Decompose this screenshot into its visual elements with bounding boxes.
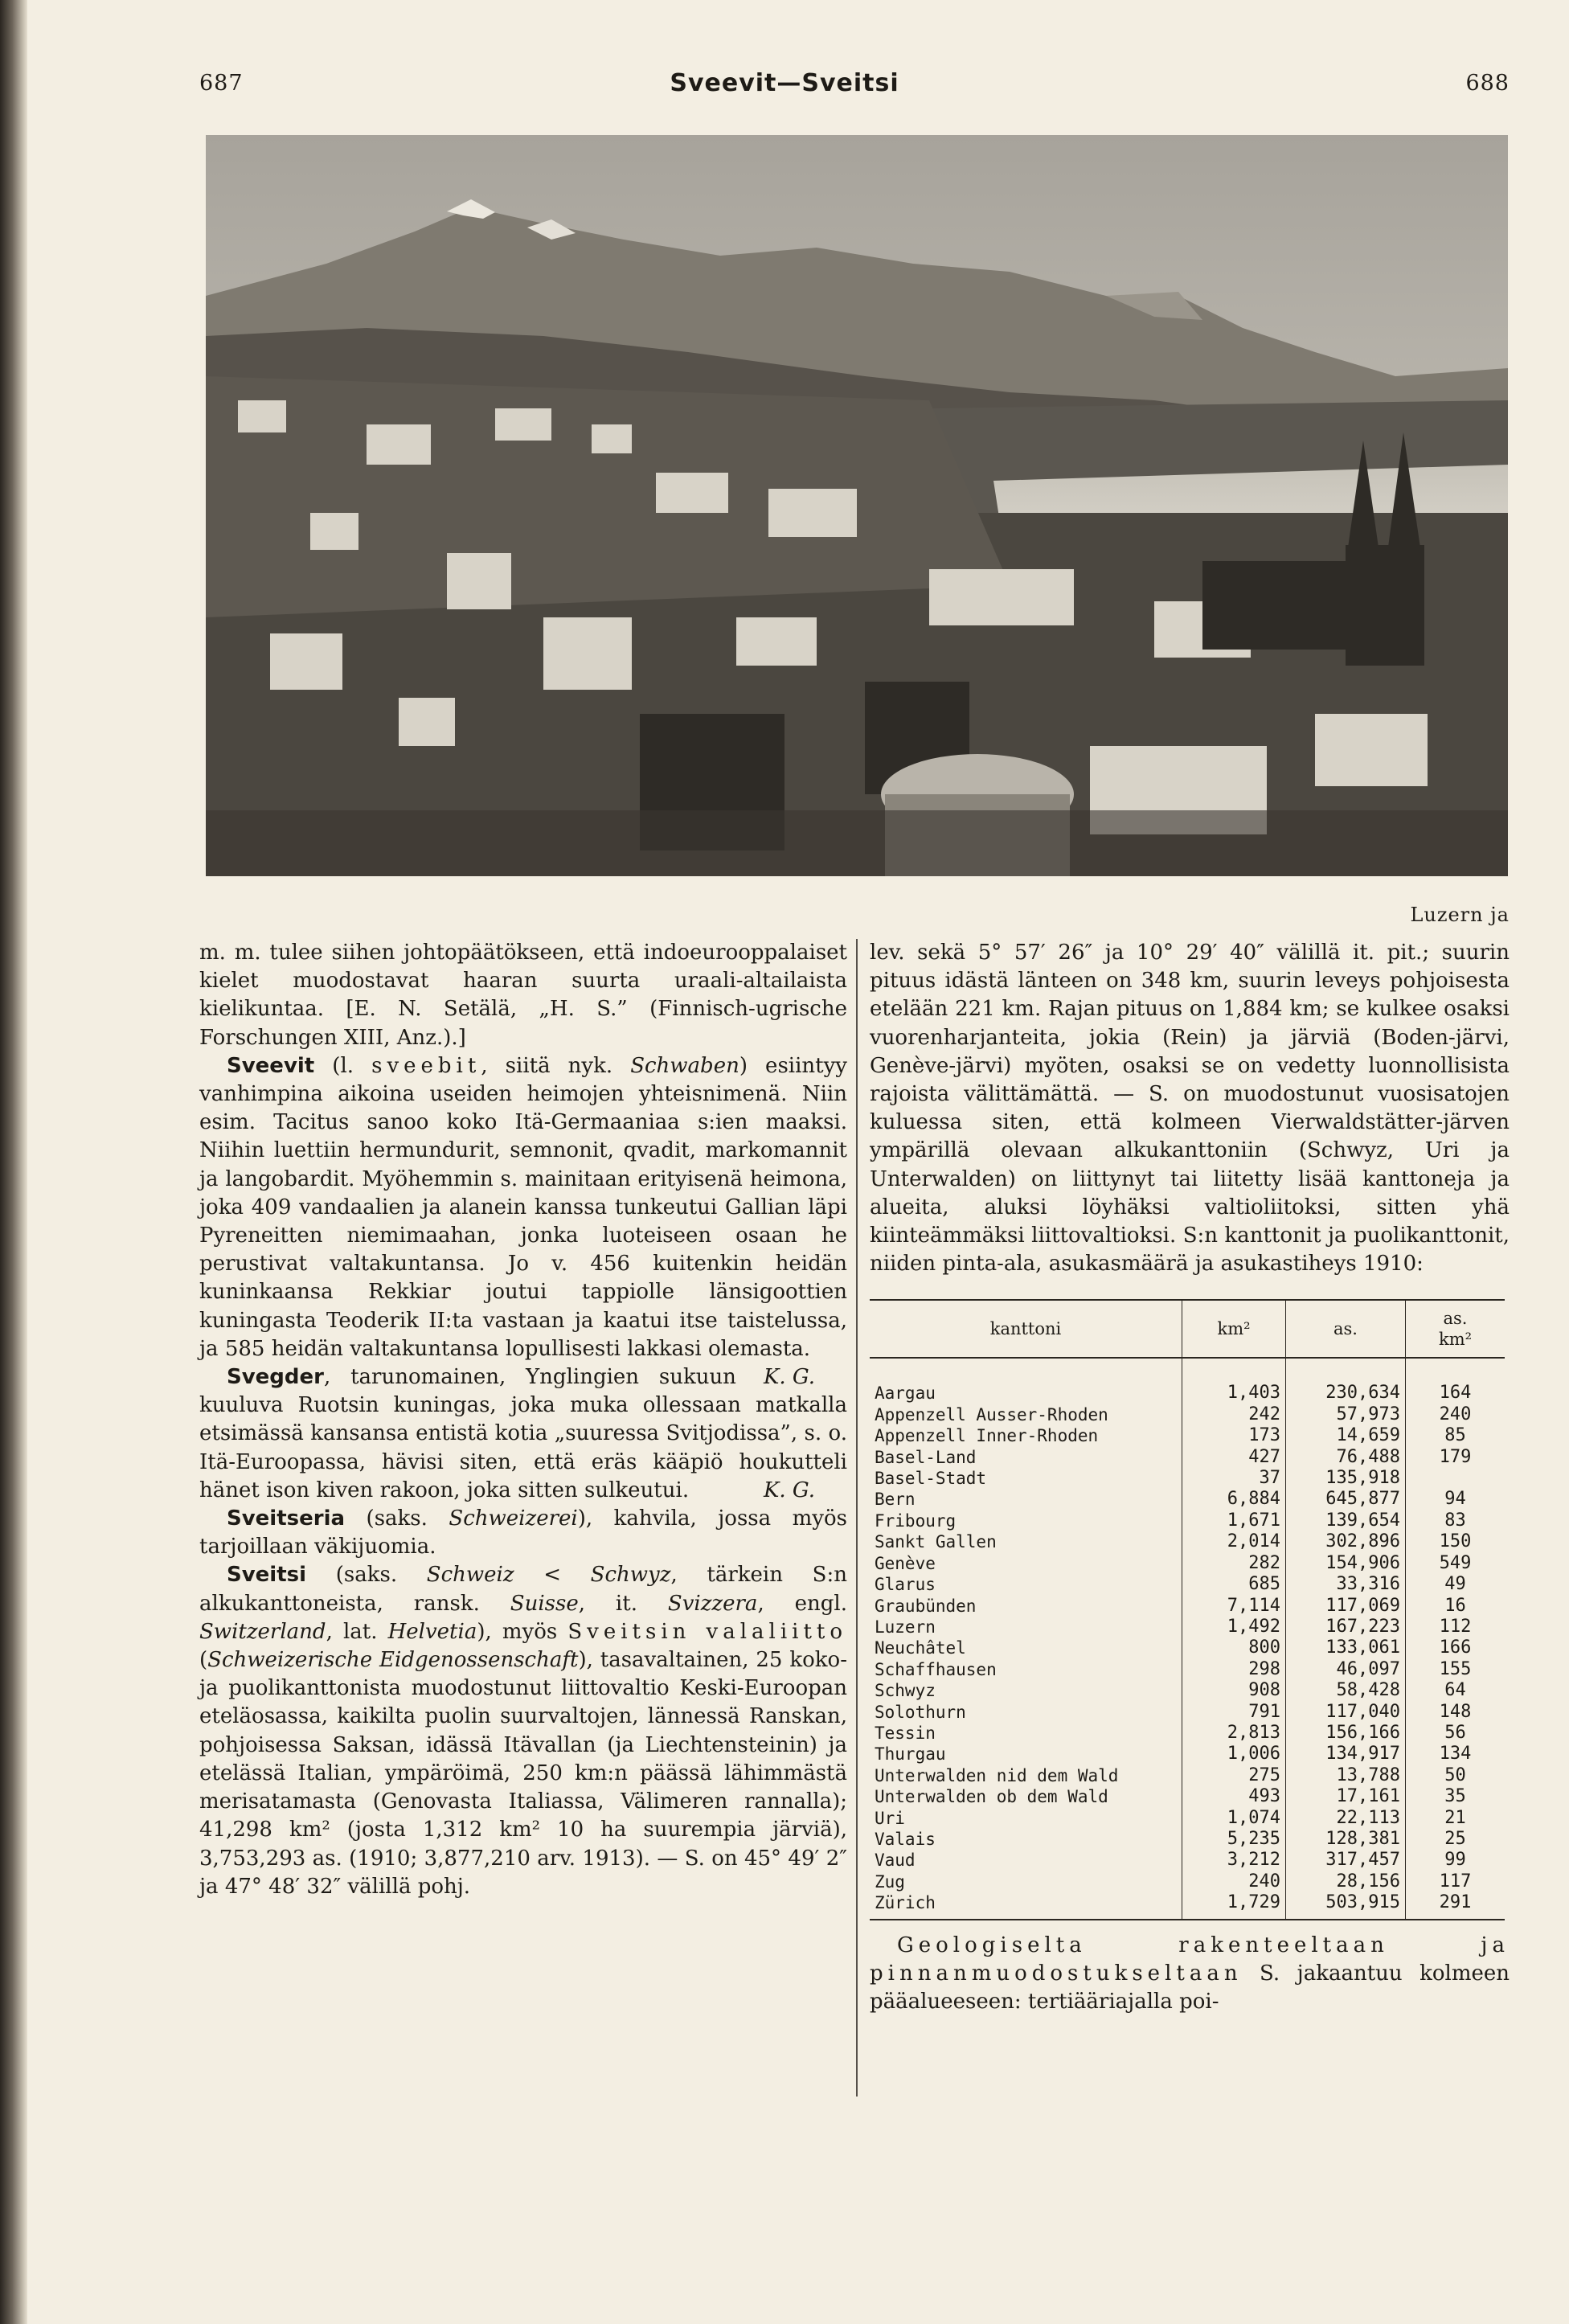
spaced-term: Geologiselta rakenteeltaan ja pinnanmuodostukseltaan	[870, 1933, 1510, 1986]
area-cell: 908	[1182, 1680, 1286, 1701]
canton-name-cell: Appenzell Inner-Rhoden	[870, 1425, 1182, 1446]
table-row	[870, 1892, 1505, 1919]
population-cell: 46,097	[1286, 1659, 1406, 1680]
table-row	[870, 1358, 1505, 1404]
entry-text: (saks.	[306, 1563, 427, 1588]
density-cell: 112	[1439, 1616, 1472, 1637]
density-cell: 25	[1444, 1828, 1466, 1849]
density-cell: 21	[1444, 1807, 1466, 1828]
canton-name-cell: Tessin	[870, 1723, 1182, 1744]
table-row	[870, 1510, 1505, 1531]
population-cell: 134,917	[1286, 1744, 1406, 1765]
density-cell: 166	[1439, 1637, 1472, 1658]
cantons-table-wrapper	[870, 1299, 1510, 1920]
entry-sveitsi	[199, 1561, 847, 1900]
entry-text: (saks.	[345, 1506, 449, 1531]
population-cell: 133,061	[1286, 1637, 1406, 1658]
canton-name-cell: Genève	[870, 1553, 1182, 1574]
entry-text: , lat.	[326, 1619, 388, 1644]
density-cell: 134	[1439, 1744, 1472, 1765]
table-row	[870, 1468, 1505, 1489]
area-cell: 5,235	[1182, 1829, 1286, 1850]
area-cell: 2,014	[1182, 1531, 1286, 1552]
canton-name-cell: Unterwalden nid dem Wald	[870, 1765, 1182, 1786]
entry-text: (	[199, 1648, 208, 1673]
entry-text: , engl.	[757, 1591, 847, 1616]
area-cell: 493	[1182, 1786, 1286, 1807]
population-cell: 117,069	[1286, 1596, 1406, 1617]
density-cell: 16	[1444, 1595, 1466, 1616]
italic-term: Schweizerische Eidgenossenschaft	[207, 1648, 579, 1673]
canton-name-cell: Aargau	[870, 1358, 1182, 1404]
spaced-term: sveebit	[371, 1053, 481, 1078]
population-cell: 135,918	[1286, 1468, 1406, 1489]
book-binding-edge	[0, 0, 27, 2324]
population-cell: 503,915	[1286, 1892, 1406, 1919]
entry-text: S. jakaantuu kolmeen pääalueeseen: tertiääriajalla poi-	[870, 1961, 1510, 2014]
table-row	[870, 1680, 1505, 1701]
paragraph-geology	[870, 1932, 1510, 2017]
density-cell: 99	[1444, 1850, 1466, 1871]
entry-text: , siitä nyk.	[481, 1053, 631, 1078]
italic-term: Schwaben	[630, 1053, 739, 1078]
canton-name-cell: Vaud	[870, 1850, 1182, 1871]
table-row	[870, 1659, 1505, 1680]
paragraph-continued: lev. sekä 5° 57′ 26″ ja 10° 29′ 40″ välillä it. pit.; suurin pituus idästä länteen on 348 km, suurin leveys pohjoisesta etelään 221 km. Rajan pituus on 1,884 km; se kulkee osaksi vuorenharjanteita, jokia (Rein) ja järviä (Boden-järvi, Genève-järvi) myöten, osaksi se on vedetty luonnollisista rajoista välittämättä. — S. on muodostunut vuosisatojen kuluessa siten, että kolmeen Vierwaldstätter-järven ympärillä olevaan alkukanttoniin (Schwyz, Uri ja Unterwalden) on liittynyt tai liitetty lisää kanttoneja ja alueita, aluksi löyhäksi valtioliitoksi, sitten yhä kiinteämmäksi liittovaltioksi. S:n kanttonit ja puolikanttonit, niiden pinta-ala, asukasmäärä ja asukastiheys 1910:	[870, 941, 1510, 1277]
population-cell: 317,457	[1286, 1850, 1406, 1871]
area-cell: 3,212	[1182, 1850, 1286, 1871]
header-area: km²	[1182, 1300, 1286, 1358]
header-density	[1406, 1300, 1506, 1358]
density-cell: 179	[1439, 1446, 1472, 1467]
headword-sveitsi: Sveitsi	[227, 1563, 307, 1588]
figure-caption: Luzern ja	[1410, 904, 1510, 926]
population-cell: 17,161	[1286, 1786, 1406, 1807]
entry-text: , tärkein S:n alkukanttoneista, ransk.	[199, 1563, 847, 1616]
table-row	[870, 1489, 1505, 1510]
density-cell: 148	[1439, 1701, 1472, 1722]
header-population: as.	[1286, 1300, 1406, 1358]
left-column	[199, 939, 847, 1901]
headword-sveitseria: Sveitseria	[227, 1506, 346, 1531]
area-cell: 37	[1182, 1468, 1286, 1489]
density-cell: 150	[1439, 1531, 1472, 1552]
density-cell: 155	[1439, 1658, 1472, 1679]
area-cell: 240	[1182, 1871, 1286, 1892]
density-cell: 240	[1439, 1404, 1472, 1424]
area-cell: 1,671	[1182, 1510, 1286, 1531]
density-cell: 164	[1439, 1383, 1472, 1404]
density-cell: 117	[1439, 1871, 1472, 1892]
area-cell: 6,884	[1182, 1489, 1286, 1510]
population-cell: 28,156	[1286, 1871, 1406, 1892]
population-cell: 117,040	[1286, 1702, 1406, 1723]
area-cell: 173	[1182, 1425, 1286, 1446]
population-cell: 33,316	[1286, 1574, 1406, 1595]
population-cell: 645,877	[1286, 1489, 1406, 1510]
header-canton: kanttoni	[870, 1300, 1182, 1358]
page-title: Sveevit—Sveitsi	[670, 69, 899, 97]
area-cell: 1,403	[1182, 1358, 1286, 1404]
spaced-term: Sveitsin valaliitto	[567, 1619, 848, 1644]
population-cell: 139,654	[1286, 1510, 1406, 1531]
table-row	[870, 1765, 1505, 1786]
table-row	[870, 1723, 1505, 1744]
author-signature: K. G.	[763, 1478, 815, 1502]
paragraph-continued: m. m. tulee siihen johtopäätökseen, että indoeurooppalaiset kielet muodostavat haaran suurta uraali-altailaista kielikuntaa. [E. N. Setälä, „H. S.” (Finnisch-ugrische Forschungen XIII, Anz.).]	[199, 941, 847, 1050]
population-cell: 302,896	[1286, 1531, 1406, 1552]
entry-text: ), myös	[477, 1619, 568, 1644]
canton-name-cell: Thurgau	[870, 1744, 1182, 1765]
table-row	[870, 1404, 1505, 1425]
table-row	[870, 1425, 1505, 1446]
area-cell: 1,729	[1182, 1892, 1286, 1919]
density-cell: 49	[1444, 1574, 1466, 1595]
population-cell: 22,113	[1286, 1808, 1406, 1829]
italic-term: Switzerland	[199, 1619, 326, 1644]
population-cell: 230,634	[1286, 1358, 1406, 1404]
table-body	[870, 1358, 1505, 1919]
entry-text: ), tasavaltainen, 25 koko- ja puolikanttonista muodostunut liittovaltio Keski-Euroopan eteläosassa, kaikilta puolin suurvaltojen, lännessä Ranskan, pohjoisessa Saksan, idässä Itävallan (ja Liechtensteinin) ja etelässä Italian, ympäröimä, 250 km:n päässä lähimmästä merisatamasta (Genovasta Italiassa, Välimeren rannalla); 41,298 km² (josta 1,312 km² 10 ha suurempia järviä), 3,753,293 as. (1910; 3,877,210 arv. 1913). — S. on 45° 49′ 2″ ja 47° 48′ 32″ välillä pohj.	[199, 1648, 847, 1899]
canton-name-cell: Schwyz	[870, 1680, 1182, 1701]
population-cell: 156,166	[1286, 1723, 1406, 1744]
table-row	[870, 1871, 1505, 1892]
table-row	[870, 1447, 1505, 1468]
density-cell: 291	[1406, 1892, 1506, 1919]
canton-name-cell: Valais	[870, 1829, 1182, 1850]
population-cell: 128,381	[1286, 1829, 1406, 1850]
italic-term: Suisse	[510, 1591, 579, 1616]
canton-name-cell: Basel-Stadt	[870, 1468, 1182, 1489]
area-cell: 427	[1182, 1447, 1286, 1468]
column-divider	[856, 939, 858, 2097]
density-cell: 83	[1444, 1510, 1466, 1531]
header-density-top: as.	[1443, 1309, 1468, 1329]
page-number-left: 687	[199, 71, 244, 96]
density-cell: 56	[1444, 1722, 1466, 1743]
population-cell: 14,659	[1286, 1425, 1406, 1446]
density-cell	[1406, 1468, 1506, 1489]
canton-name-cell: Unterwalden ob dem Wald	[870, 1786, 1182, 1807]
density-cell: 50	[1444, 1765, 1466, 1785]
entry-text: , it.	[578, 1591, 668, 1616]
area-cell: 275	[1182, 1765, 1286, 1786]
entry-text: ) esiintyy vanhimpina aikoina useiden heimojen yhteisnimenä. Niin esim. Tacitus sanoo koko Itä-Germaaniaa s:ien maaksi. Niihin luettiin hermundurit, semnonit, qvadit, markomannit ja langobardit. Myöhemmin s. mainitaan erityisenä heimona, joka 409 vandaalien ja alanein kanssa tunkeutui Gallian läpi Pyreneitten niemimaahan, jonka luoteiseen osaan he perustivat valtakuntansa. Jo v. 456 kuitenkin heidän kuninkaansa Rekkiar joutui tappiolle länsigoottien kuningasta Teoderik II:ta vastaan ja kaatui itse taistelussa, ja 585 heidän valtakuntansa lopullisesti lakkasi olemasta.	[199, 1053, 847, 1361]
area-cell: 1,074	[1182, 1808, 1286, 1829]
population-cell: 57,973	[1286, 1404, 1406, 1425]
canton-name-cell: Appenzell Ausser-Rhoden	[870, 1404, 1182, 1425]
right-column	[870, 939, 1510, 2016]
canton-name-cell: Luzern	[870, 1617, 1182, 1637]
page-number-right: 688	[1465, 71, 1510, 96]
canton-name-cell: Basel-Land	[870, 1447, 1182, 1468]
italic-term: Svizzera	[667, 1591, 758, 1616]
table-row	[870, 1596, 1505, 1617]
area-cell: 1,006	[1182, 1744, 1286, 1765]
density-cell: 64	[1444, 1680, 1466, 1701]
canton-name-cell: Neuchâtel	[870, 1637, 1182, 1658]
population-cell: 76,488	[1286, 1447, 1406, 1468]
table-row	[870, 1786, 1505, 1807]
canton-name-cell: Zürich	[870, 1892, 1182, 1919]
table-row	[870, 1553, 1505, 1574]
entry-sveitseria	[199, 1505, 847, 1561]
canton-name-cell: Uri	[870, 1808, 1182, 1829]
density-cell: 549	[1439, 1552, 1472, 1573]
italic-term: Schweiz < Schwyz	[426, 1563, 671, 1588]
table-row	[870, 1850, 1505, 1871]
population-cell: 13,788	[1286, 1765, 1406, 1786]
area-cell: 282	[1182, 1553, 1286, 1574]
area-cell: 298	[1182, 1659, 1286, 1680]
canton-name-cell: Bern	[870, 1489, 1182, 1510]
table-row	[870, 1808, 1505, 1829]
density-cell: 35	[1444, 1786, 1466, 1807]
density-cell: 94	[1444, 1489, 1466, 1510]
canton-name-cell: Solothurn	[870, 1702, 1182, 1723]
headword-svegder: Svegder	[227, 1365, 324, 1390]
table-row	[870, 1531, 1505, 1552]
italic-term: Schweizerei	[449, 1506, 578, 1531]
population-cell: 167,223	[1286, 1617, 1406, 1637]
luzern-photograph	[206, 135, 1508, 876]
population-cell: 58,428	[1286, 1680, 1406, 1701]
canton-name-cell: Zug	[870, 1871, 1182, 1892]
canton-name-cell: Glarus	[870, 1574, 1182, 1595]
luzern-photograph-illustration	[206, 135, 1508, 876]
entry-text: ), kahvila, jossa myös tarjoillaan väkijuomia.	[199, 1506, 847, 1560]
area-cell: 242	[1182, 1404, 1286, 1425]
table-row	[870, 1829, 1505, 1850]
entry-text: (l.	[314, 1053, 372, 1078]
area-cell: 791	[1182, 1702, 1286, 1723]
area-cell: 685	[1182, 1574, 1286, 1595]
entry-text: , tarunomainen, Ynglingien sukuun kuuluva Ruotsin kuningas, joka muka ollessaan matkalla etsimässä kansansa entistä kotia „suuressa Svitjodissa”, s. o. Itä-Euroopassa, hävisi siten, että eräs kääpiö houkutteli hänet ison kiven rakoon, joka sitten sulkeutui.	[199, 1365, 847, 1502]
table-row	[870, 1574, 1505, 1595]
density-cell: 85	[1444, 1425, 1466, 1446]
headword-sveevit: Sveevit	[227, 1053, 315, 1078]
italic-term: Helvetia	[387, 1619, 477, 1644]
area-cell: 800	[1182, 1637, 1286, 1658]
header-density-bottom: km²	[1438, 1330, 1473, 1350]
table-header-row	[870, 1300, 1505, 1358]
table-row	[870, 1744, 1505, 1765]
table-row	[870, 1617, 1505, 1637]
area-cell: 1,492	[1182, 1617, 1286, 1637]
population-cell: 154,906	[1286, 1553, 1406, 1574]
area-cell: 7,114	[1182, 1596, 1286, 1617]
canton-name-cell: Graubünden	[870, 1596, 1182, 1617]
canton-name-cell: Fribourg	[870, 1510, 1182, 1531]
table-row	[870, 1702, 1505, 1723]
cantons-table	[870, 1299, 1505, 1920]
canton-name-cell: Schaffhausen	[870, 1659, 1182, 1680]
running-head	[0, 71, 1569, 106]
area-cell: 2,813	[1182, 1723, 1286, 1744]
table-row	[870, 1637, 1505, 1658]
author-signature: K. G.	[763, 1365, 815, 1390]
canton-name-cell: Sankt Gallen	[870, 1531, 1182, 1552]
